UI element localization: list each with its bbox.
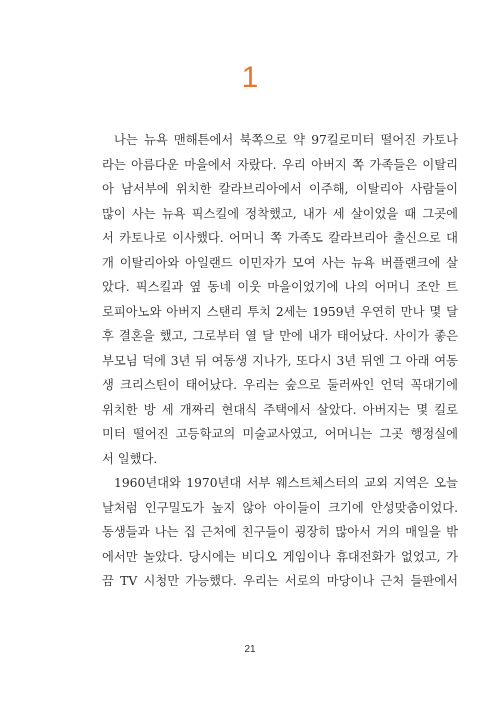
text-line: 라는 아름다운 마을에서 자랐다. 우리 아버지 쪽 가족들은 이탈리 [102,157,458,172]
text-line: 끔 TV 시청만 가능했다. 우리는 서로의 마당이나 근처 들판에서 [102,574,458,588]
text-line: 생 크리스틴이 태어났다. 우리는 숲으로 둘러싸인 언덕 꼭대기에 [102,378,458,392]
text-line: 동생들과 나는 집 근처에 친구들이 굉장히 많아서 거의 매일을 밖 [102,525,458,539]
text-line: 1960년대와 1970년대 서부 웨스트체스터의 교외 지역은 오늘 [114,476,458,490]
paragraph-1 [102,128,458,471]
text-line: 로피아노와 아버지 스탠리 투치 2세는 1959년 우연히 만나 몇 달 [102,304,458,319]
text-line: 위치한 방 세 개짜리 현대식 주택에서 살았다. 아버지는 몇 킬로 [102,402,458,417]
text-line: 날처럼 인구밀도가 높지 않아 아이들이 크기에 안성맞춤이었다. [102,500,458,515]
page-number: 21 [244,644,256,655]
text-line: 후 결혼을 했고, 그로부터 열 달 만에 내가 태어났다. 사이가 좋은 [102,329,458,343]
text-line: 서 카토나로 이사했다. 어머니 쪽 가족도 칼라브리아 출신으로 대 [102,231,458,245]
paragraph-2 [102,471,458,594]
text-line: 았다. 픽스킬과 옆 동네 이웃 마을이었기에 나의 어머니 조안 트 [102,280,458,294]
text-line: 미터 떨어진 고등학교의 미술교사였고, 어머니는 그곳 행정실에 [102,427,458,441]
body-text [102,128,458,594]
text-line: 서 일했다. [102,451,158,466]
text-line: 아 남서부에 위치한 칼라브리아에서 이주해, 이탈리아 사람들이 [102,182,458,196]
text-line: 개 이탈리아와 아일랜드 이민자가 모여 사는 뉴욕 버플랜크에 살 [102,255,458,270]
text-line: 많이 사는 뉴욕 픽스킬에 정착했고, 내가 세 살이었을 때 그곳에 [102,206,458,221]
text-line: 에서만 놀았다. 당시에는 비디오 게임이나 휴대전화가 없었고, 가 [102,549,458,564]
chapter-number: 1 [241,61,259,94]
text-line: 나는 뉴욕 맨해튼에서 북쪽으로 약 97킬로미터 떨어진 카토나 [114,133,458,147]
text-line: 부모님 덕에 3년 뒤 여동생 지나가, 또다시 3년 뒤엔 그 아래 여동 [102,353,458,368]
